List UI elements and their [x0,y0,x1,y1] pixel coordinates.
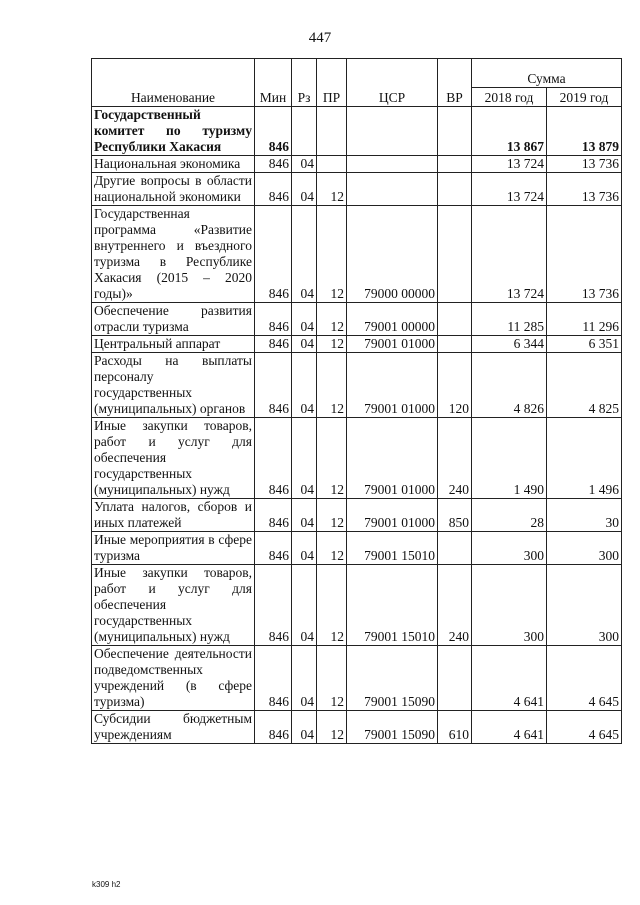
cell-rz: 04 [292,353,317,418]
table-row [92,156,622,173]
cell-pr: 12 [317,336,347,353]
cell-vr: 610 [438,711,472,744]
cell-pr: 12 [317,532,347,565]
cell-sum-2019: 4 645 [547,646,622,711]
cell-sum-2019: 13 879 [547,107,622,156]
cell-pr [317,107,347,156]
cell-sum-2018: 1 490 [472,418,547,499]
cell-name: Уплата налогов, сборов и иных платежей [92,499,255,532]
table-row [92,499,622,532]
table-row [92,173,622,206]
table-row [92,107,622,156]
cell-vr [438,646,472,711]
cell-min: 846 [255,107,292,156]
cell-min: 846 [255,303,292,336]
cell-name: Обеспечение деятельности подведомственных учреждений (в сфере туризма) [92,646,255,711]
cell-vr [438,532,472,565]
cell-rz: 04 [292,711,317,744]
cell-pr: 12 [317,565,347,646]
cell-min: 846 [255,353,292,418]
cell-sum-2019: 300 [547,532,622,565]
cell-min: 846 [255,173,292,206]
cell-rz [292,107,317,156]
cell-rz: 04 [292,206,317,303]
cell-min: 846 [255,418,292,499]
header-year-2018: 2018 год [472,88,547,107]
cell-csr: 79000 00000 [347,206,438,303]
cell-vr: 240 [438,565,472,646]
table-row [92,336,622,353]
cell-rz: 04 [292,336,317,353]
cell-name: Другие вопросы в области национальной экономики [92,173,255,206]
table-row [92,646,622,711]
cell-sum-2019: 6 351 [547,336,622,353]
cell-name: Расходы на выплаты персоналу государственных (муниципальных) органов [92,353,255,418]
cell-csr: 79001 01000 [347,336,438,353]
page-number: 447 [308,30,332,46]
cell-csr: 79001 00000 [347,303,438,336]
cell-csr: 79001 15090 [347,646,438,711]
cell-pr [317,156,347,173]
cell-sum-2018: 28 [472,499,547,532]
cell-vr [438,173,472,206]
cell-csr [347,173,438,206]
cell-rz: 04 [292,646,317,711]
cell-sum-2019: 4 645 [547,711,622,744]
cell-min: 846 [255,156,292,173]
header-min: Мин [255,59,292,107]
cell-name: Иные закупки товаров, работ и услуг для обеспечения государственных (муниципальных) нужд [92,565,255,646]
header-name: Наименование [92,59,255,107]
cell-pr: 12 [317,711,347,744]
cell-rz: 04 [292,156,317,173]
cell-min: 846 [255,336,292,353]
header-sum: Сумма [472,59,622,88]
cell-sum-2019: 4 825 [547,353,622,418]
cell-vr [438,156,472,173]
cell-pr: 12 [317,206,347,303]
cell-pr: 12 [317,173,347,206]
cell-name: Обеспечение развития отрасли туризма [92,303,255,336]
cell-name: Государственный комитет по туризму Республики Хакасия [92,107,255,156]
cell-pr: 12 [317,646,347,711]
cell-vr [438,206,472,303]
cell-csr: 79001 01000 [347,353,438,418]
table-row [92,303,622,336]
cell-sum-2018: 11 285 [472,303,547,336]
header-rz: Рз [292,59,317,107]
cell-sum-2018: 4 826 [472,353,547,418]
cell-sum-2019: 13 736 [547,173,622,206]
budget-table [91,58,622,744]
cell-sum-2019: 11 296 [547,303,622,336]
cell-csr: 79001 15090 [347,711,438,744]
cell-sum-2019: 30 [547,499,622,532]
header-pr: ПР [317,59,347,107]
cell-name: Национальная экономика [92,156,255,173]
table-row [92,418,622,499]
cell-csr: 79001 15010 [347,532,438,565]
cell-vr [438,303,472,336]
cell-rz: 04 [292,499,317,532]
cell-name: Государственная программа «Развитие внутреннего и въездного туризма в Республике Хакасия (2015 – 2020 годы)» [92,206,255,303]
cell-sum-2018: 300 [472,565,547,646]
cell-vr: 240 [438,418,472,499]
cell-min: 846 [255,646,292,711]
header-csr: ЦСР [347,59,438,107]
cell-csr: 79001 01000 [347,499,438,532]
cell-min: 846 [255,206,292,303]
cell-min: 846 [255,565,292,646]
cell-rz: 04 [292,173,317,206]
cell-name: Иные мероприятия в сфере туризма [92,532,255,565]
cell-csr: 79001 01000 [347,418,438,499]
cell-sum-2018: 300 [472,532,547,565]
cell-pr: 12 [317,418,347,499]
header-vr: ВР [438,59,472,107]
cell-pr: 12 [317,353,347,418]
table-row [92,711,622,744]
cell-csr [347,107,438,156]
cell-sum-2018: 13 867 [472,107,547,156]
cell-sum-2018: 13 724 [472,206,547,303]
table-row [92,353,622,418]
cell-sum-2018: 6 344 [472,336,547,353]
cell-rz: 04 [292,418,317,499]
cell-sum-2018: 13 724 [472,156,547,173]
cell-sum-2018: 4 641 [472,711,547,744]
cell-vr: 850 [438,499,472,532]
cell-vr [438,107,472,156]
cell-sum-2019: 1 496 [547,418,622,499]
cell-sum-2019: 300 [547,565,622,646]
cell-rz: 04 [292,532,317,565]
cell-name: Субсидии бюджетным учреждениям [92,711,255,744]
header-year-2019: 2019 год [547,88,622,107]
cell-min: 846 [255,711,292,744]
cell-sum-2018: 13 724 [472,173,547,206]
cell-pr: 12 [317,499,347,532]
cell-name: Центральный аппарат [92,336,255,353]
cell-pr: 12 [317,303,347,336]
cell-sum-2019: 13 736 [547,206,622,303]
footer-code: k309 h2 [92,880,121,889]
table-row [92,206,622,303]
cell-min: 846 [255,499,292,532]
cell-name: Иные закупки товаров, работ и услуг для обеспечения государственных (муниципальных) нужд [92,418,255,499]
cell-rz: 04 [292,565,317,646]
cell-vr [438,336,472,353]
table-body [92,107,622,744]
cell-csr [347,156,438,173]
table-row [92,532,622,565]
cell-vr: 120 [438,353,472,418]
cell-sum-2019: 13 736 [547,156,622,173]
table-row [92,565,622,646]
cell-sum-2018: 4 641 [472,646,547,711]
cell-min: 846 [255,532,292,565]
cell-rz: 04 [292,303,317,336]
cell-csr: 79001 15010 [347,565,438,646]
